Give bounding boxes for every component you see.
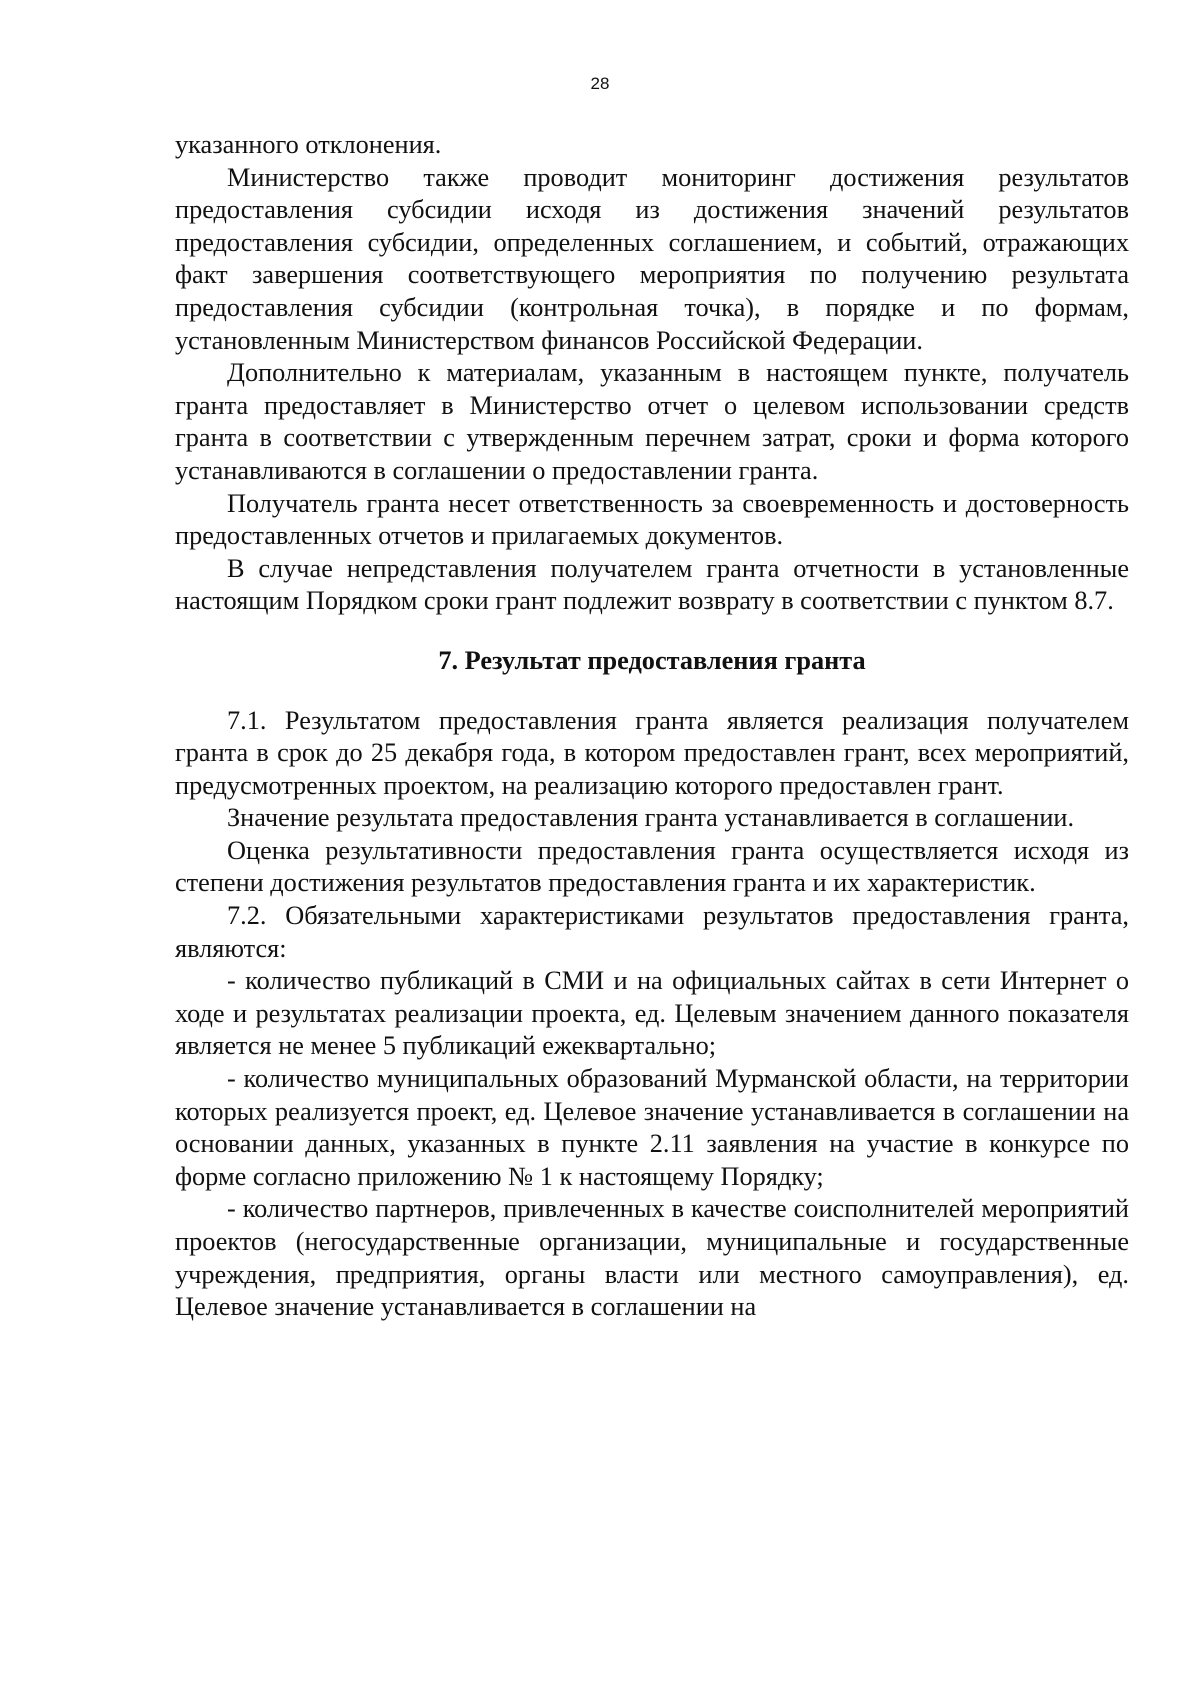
paragraph-evaluation: Оценка результативности предоставления гранта осуществляется исходя из степени достижения результатов предоставления гранта и их характеристик. (175, 835, 1129, 898)
paragraph-7-2: 7.2. Обязательными характеристиками результатов предоставления гранта, являются: (175, 901, 1129, 963)
paragraph-responsibility: Получатель гранта несет ответственность за своевременность и достоверность предоставленных отчетов и прилагаемых документов. (175, 488, 1129, 551)
list-item-partners: - количество партнеров, привлеченных в качестве соисполнителей мероприятий проектов (негосударственные организации, муниципальные и государственные учреждения, предприятия, органы власти или местного самоуправления), ед. Целевое значение устанавливается в соглашении на (175, 1194, 1129, 1322)
paragraph-result-value: Значение результата предоставления гранта устанавливается в соглашении. (227, 803, 1075, 833)
list-item-publications: - количество публикаций в СМИ и на официальных сайтах в сети Интернет о ходе и результатах реализации проекта, ед. Целевым значением данного показателя является не менее 5 публикаций ежеквартально; (175, 966, 1129, 1061)
paragraph-non-submission: В случае непредставления получателем гранта отчетности в установленные настоящим Порядком сроки грант подлежит возврату в соответствии с пунктом 8.7. (175, 553, 1129, 616)
paragraph-additional-materials: Дополнительно к материалам, указанным в настоящем пункте, получатель гранта предоставляет в Министерство отчет о целевом использовании средств гранта в соответствии с утвержденным перечнем затрат, сроки и форма которого устанавливаются в соглашении о предоставлении гранта. (175, 358, 1129, 485)
paragraph-monitoring: Министерство также проводит мониторинг достижения результатов предоставления субсидии исходя из достижения значений результатов предоставления субсидии, определенных соглашением, и событий, отражающих факт завершения соответствующего мероприятия по получению результата предоставления субсидии (контрольная точка), в порядке и по формам, установленным Министерством финансов Российской Федерации. (175, 162, 1129, 355)
document-body (175, 129, 1129, 1324)
page-number: 28 (590, 74, 610, 93)
section-heading: 7. Результат предоставления гранта (438, 645, 866, 675)
paragraph-continuation: указанного отклонения. (175, 130, 442, 159)
list-item-municipalities: - количество муниципальных образований Мурманской области, на территории которых реализуется проект, ед. Целевое значение устанавливается в соглашении на основании данных, указанных в пункте 2.11 заявления на участие в конкурсе по форме согласно приложению № 1 к настоящему Порядку; (175, 1064, 1129, 1191)
paragraph-7-1: 7.1. Результатом предоставления гранта является реализация получателем гранта в срок до 25 декабря года, в котором предоставлен грант, всех мероприятий, предусмотренных проектом, на реализацию которого предоставлен грант. (175, 705, 1129, 800)
